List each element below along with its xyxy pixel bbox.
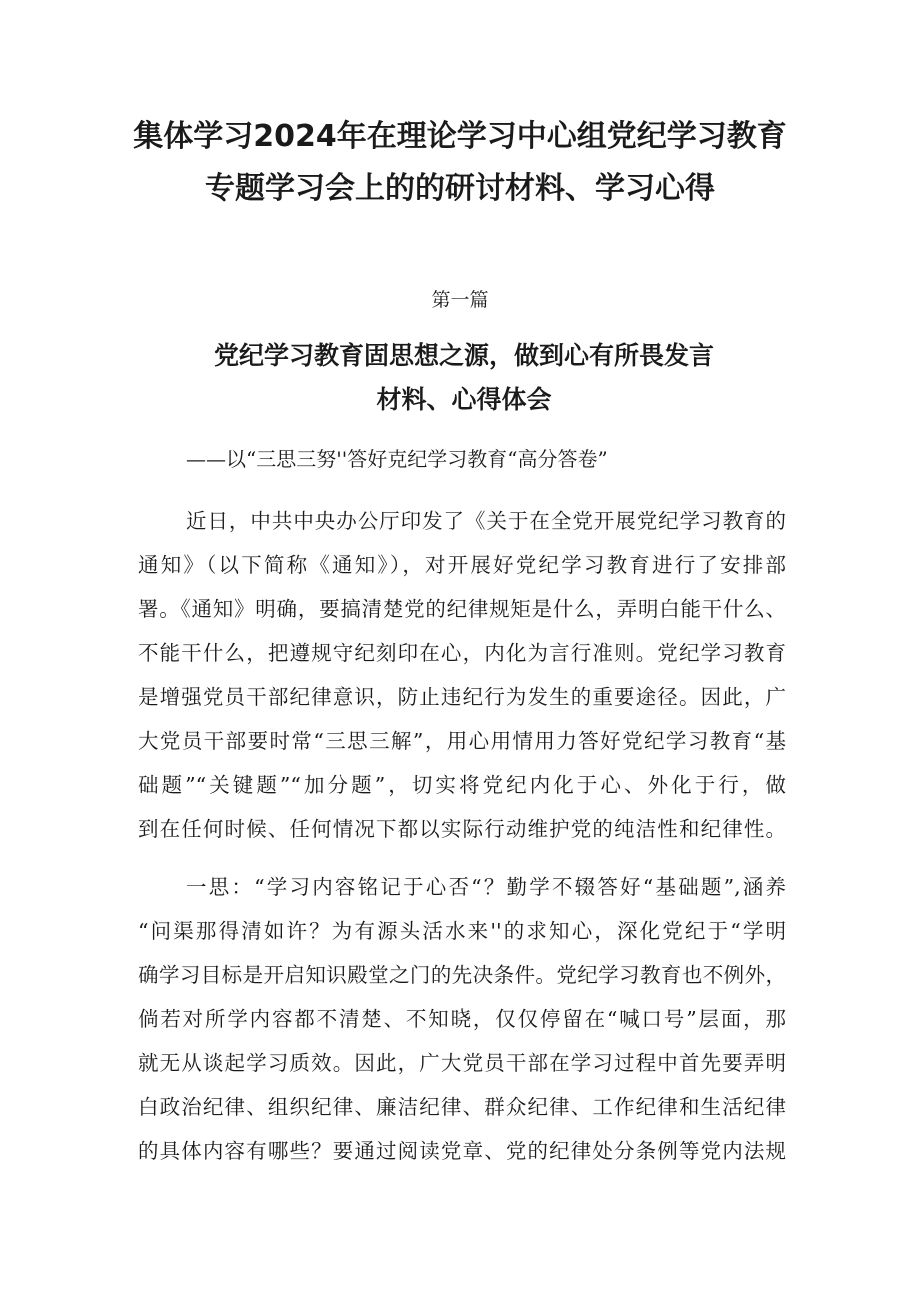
paragraph-2-line: 的具体内容有哪些？要通过阅读党章、党的纪律处分条例等党内法规 <box>138 1139 786 1163</box>
section-label: 第一篇 <box>431 289 489 311</box>
paragraph-1-line: 署。《通知》明确，要搞清楚党的纪律规矩是什么，弄明白能干什么、 <box>138 597 786 621</box>
paragraph-2-line: 就无从谈起学习质效。因此，广大党员干部在学习过程中首先要弄明 <box>138 1051 786 1075</box>
paragraph-2-line: 一思：“学习内容铭记于心否“？勤学不辍答好“基础题”,涵养 <box>186 875 786 899</box>
paragraph-1-line: 础题”“关键题”“加分题”，切实将党纪内化于心、外化于行，做 <box>138 773 786 797</box>
paragraph-2-line: 倘若对所学内容都不清楚、不知晓，仅仅停留在“喊口号”层面，那 <box>138 1007 786 1031</box>
paragraph-1-line: 到在任何时候、任何情况下都以实际行动维护党的纯洁性和纪律性。 <box>138 817 786 841</box>
paragraph-1-line: 近日，中共中央办公厅印发了《关于在全党开展党纪学习教育的 <box>186 509 786 533</box>
article-byline: ——以“三思三努''答好克纪学习教育“高分答卷” <box>186 447 608 471</box>
paragraph-1-line: 是增强党员干部纪律意识，防止违纪行为发生的重要途径。因此，广 <box>138 685 786 709</box>
paragraph-2-line: 确学习目标是开启知识殿堂之门的先决条件。党纪学习教育也不例外， <box>138 963 786 987</box>
paragraph-2-line: 白政治纪律、组织纪律、廉洁纪律、群众纪律、工作纪律和生活纪律 <box>138 1095 786 1119</box>
paragraph-2-line: “问渠那得清如许？为有源头活水来''的求知心，深化党纪于“学明 <box>138 919 786 943</box>
paragraph-1-line: 不能干什么，把遵规守纪刻印在心，内化为言行准则。党纪学习教育 <box>138 641 786 665</box>
document-title-line-1: 集体学习2024年在理论学习中心组党纪学习教育 <box>133 119 787 154</box>
paragraph-1-line: 大党员干部要时常“三思三解”，用心用情用力答好党纪学习教育“基 <box>138 729 786 753</box>
article-title-line-2: 材料、心得体会 <box>376 385 552 414</box>
document-title-line-2: 专题学习会上的的研讨材料、学习心得 <box>205 171 715 206</box>
paragraph-1-line: 通知》（以下简称《通知》），对开展好党纪学习教育进行了安排部 <box>138 553 786 577</box>
article-title-line-1: 党纪学习教育固思想之源，做到心有所畏发言 <box>213 341 714 370</box>
